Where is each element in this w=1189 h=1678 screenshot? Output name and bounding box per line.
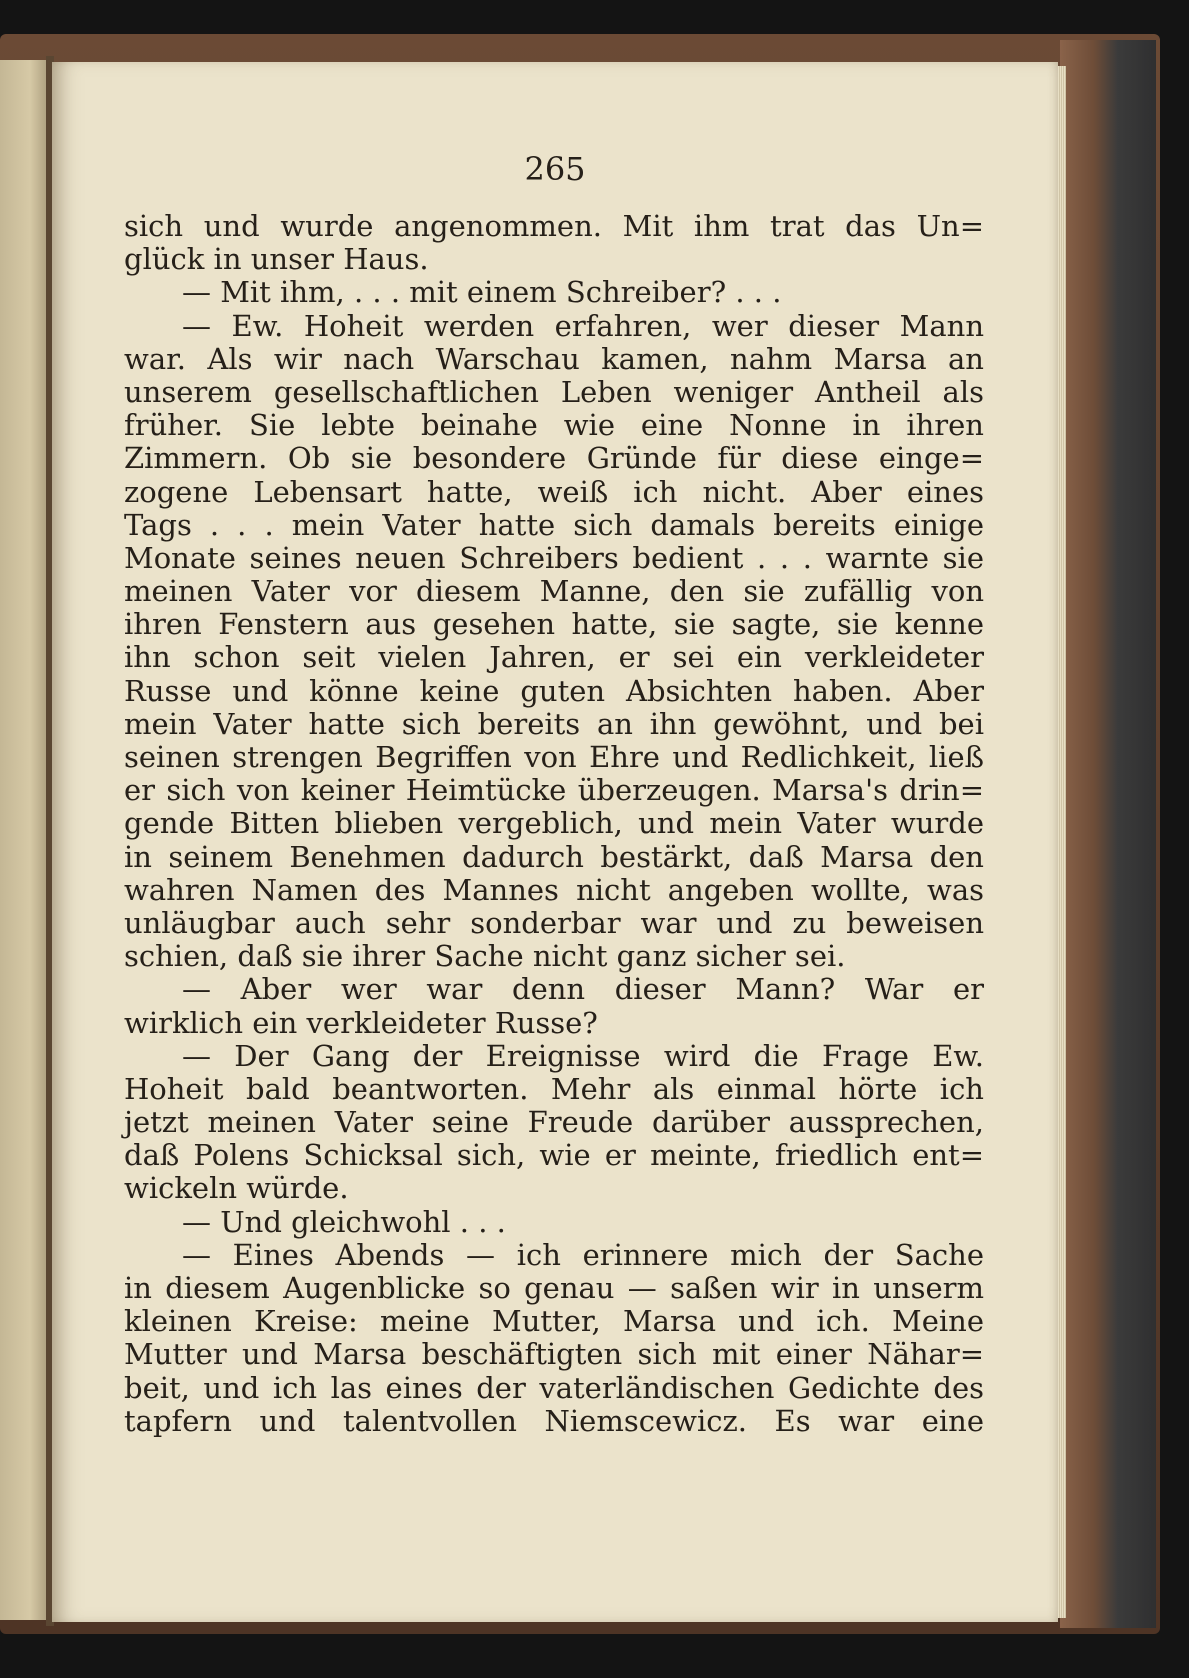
left-page-edge xyxy=(0,60,50,1620)
text-line: mein Vater hatte sich bereits an ihn gewöhnt, und bei xyxy=(124,706,984,741)
cover-edge xyxy=(1060,40,1156,1628)
text-line: in diesem Augenblicke so genau — saßen wir in unserm xyxy=(124,1271,984,1305)
text-line: jetzt meinen Vater seine Freude darüber aussprechen, xyxy=(124,1105,984,1140)
text-line: schien, daß sie ihrer Sache nicht ganz sicher sei. xyxy=(124,939,846,974)
text-line: — Ew. Hoheit werden erfahren, wer dieser Mann xyxy=(182,308,984,343)
text-line: — Mit ihm, . . . mit einem Schreiber? . . . xyxy=(182,275,782,310)
text-line: Monate seines neuen Schreibers bedient . . . warnte sie xyxy=(124,540,984,575)
text-line: war. Als wir nach Warschau kamen, nahm Marsa an xyxy=(124,341,984,376)
text-line: daß Polens Schicksal sich, wie er meinte, friedlich ent= xyxy=(124,1138,984,1173)
text-line: — Aber wer war denn dieser Mann? War er xyxy=(182,972,984,1007)
text-line: kleinen Kreise: meine Mutter, Marsa und ich. Meine xyxy=(124,1304,984,1339)
text-line: gende Bitten blieben vergeblich, und mein Vater wurde xyxy=(124,806,984,841)
text-line: — Und gleichwohl . . . xyxy=(182,1204,506,1239)
page-text xyxy=(124,210,984,1438)
text-line: wirklich ein verkleideter Russe? xyxy=(124,1005,598,1040)
text-line: unserem gesellschaftlichen Leben weniger Antheil als xyxy=(124,374,984,409)
text-line: wahren Namen des Mannes nicht angeben wollte, was xyxy=(124,872,984,907)
text-line: Mutter und Marsa beschäftigten sich mit einer Nähar= xyxy=(124,1337,984,1372)
text-line: früher. Sie lebte beinahe wie eine Nonne in ihren xyxy=(124,408,984,443)
text-line: unläugbar auch sehr sonderbar war und zu beweisen xyxy=(124,905,984,940)
text-line: ihn schon seit vielen Jahren, er sei ein verkleideter xyxy=(124,640,984,675)
text-line: tapfern und talentvollen Niemscewicz. Es war eine xyxy=(124,1403,984,1438)
text-line: er sich von keiner Heimtücke überzeugen. Marsa's drin= xyxy=(124,773,984,808)
page-number: 265 xyxy=(524,150,586,188)
book-page xyxy=(52,62,1058,1622)
text-line: zogene Lebensart hatte, weiß ich nicht. Aber eines xyxy=(124,474,984,509)
text-line: Russe und könne keine guten Absichten haben. Aber xyxy=(124,673,984,708)
text-line: wickeln würde. xyxy=(124,1171,349,1206)
text-line: Zimmern. Ob sie besondere Gründe für diese einge= xyxy=(124,441,984,476)
text-line: in seinem Benehmen dadurch bestärkt, daß Marsa den xyxy=(124,839,984,874)
text-line: sich und wurde angenommen. Mit ihm trat das Un= xyxy=(124,209,984,243)
text-line: meinen Vater vor diesem Manne, den sie zufällig von xyxy=(124,574,984,609)
text-line: ihren Fenstern aus gesehen hatte, sie sagte, sie kenne xyxy=(124,607,984,642)
page-edges xyxy=(1058,66,1066,1618)
text-line: glück in unser Haus. xyxy=(124,242,429,277)
text-line: Hoheit bald beantworten. Mehr als einmal hörte ich xyxy=(124,1071,984,1106)
text-line: Tags . . . mein Vater hatte sich damals bereits einige xyxy=(124,507,984,542)
text-line: seinen strengen Begriffen von Ehre und Redlichkeit, ließ xyxy=(124,740,984,774)
text-line: — Der Gang der Ereignisse wird die Frage Ew. xyxy=(182,1038,984,1073)
text-line: beit, und ich las eines der vaterländischen Gedichte des xyxy=(124,1370,984,1405)
text-line: — Eines Abends — ich erinnere mich der Sache xyxy=(182,1237,984,1272)
